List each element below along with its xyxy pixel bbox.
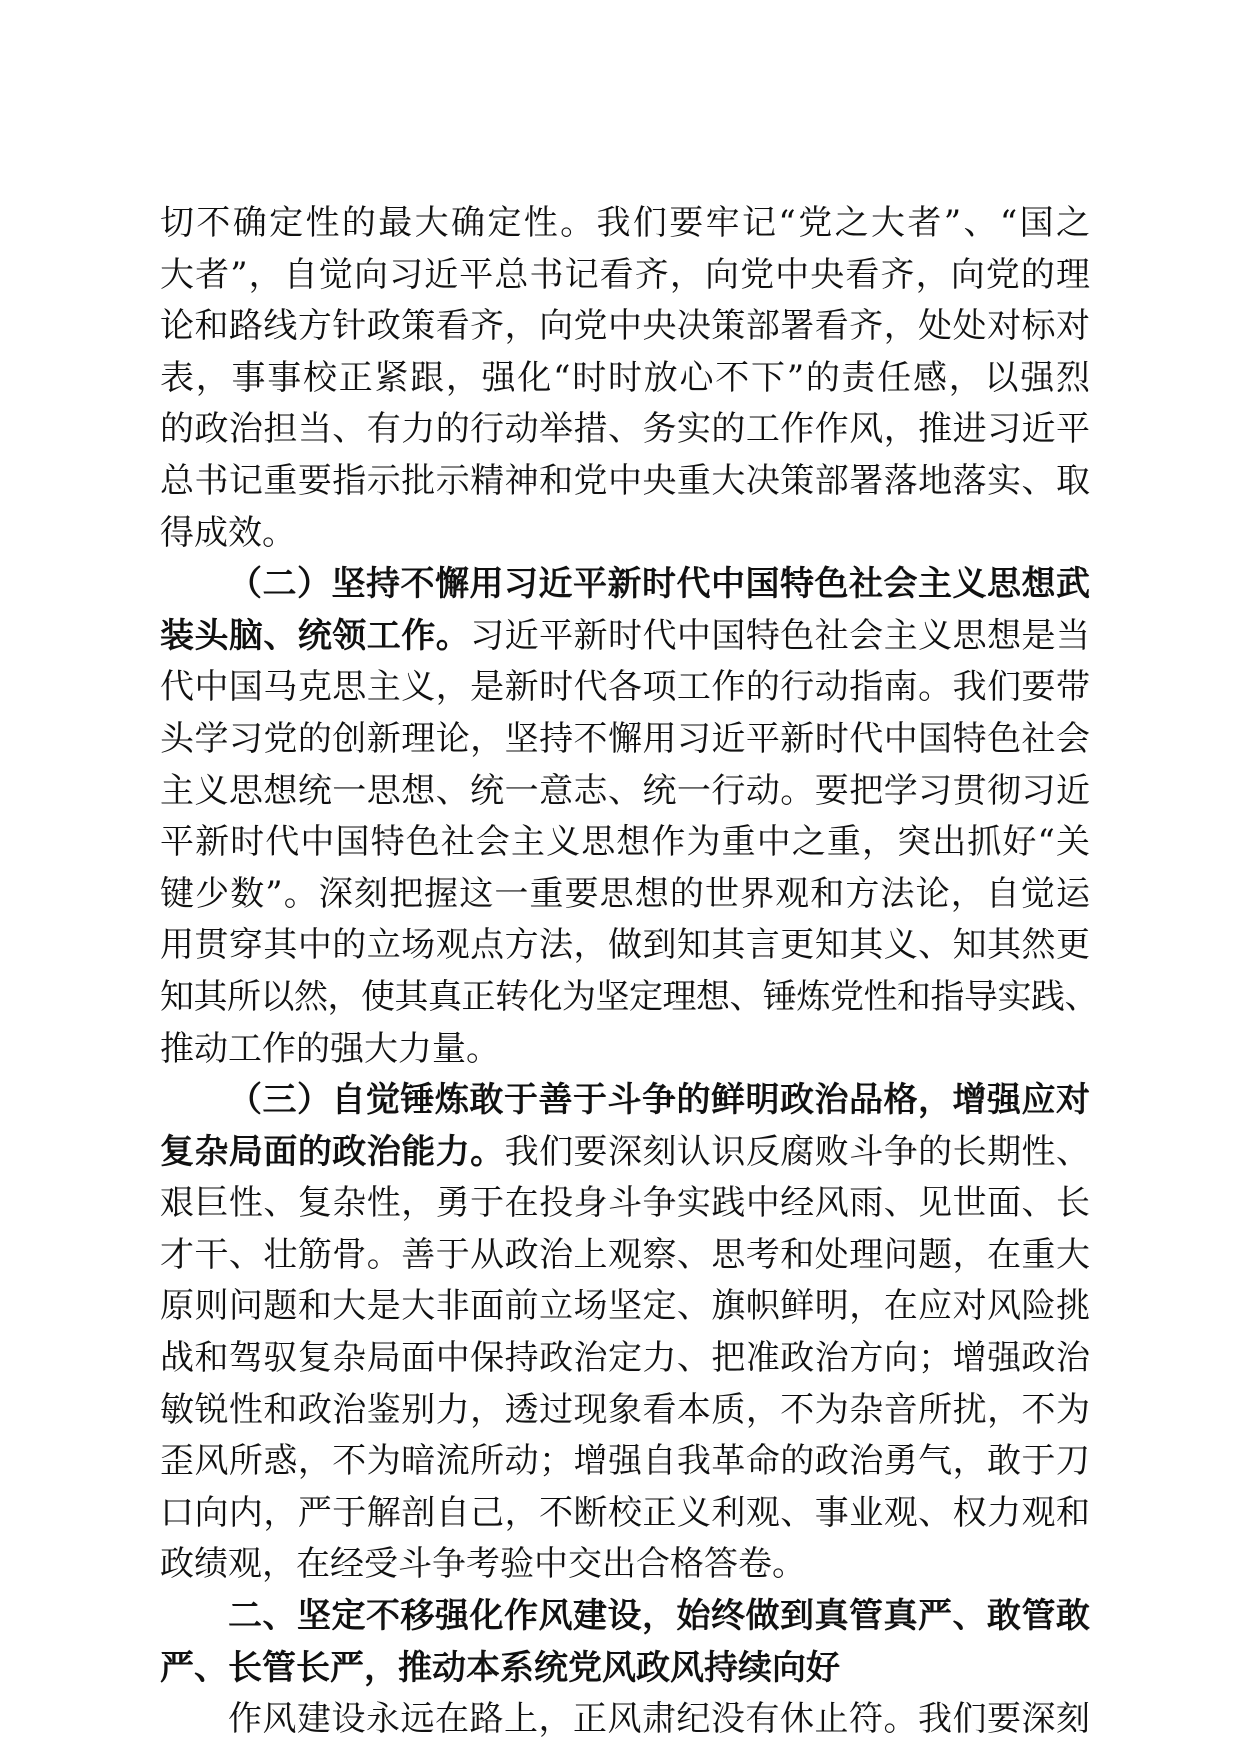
text-line: 平新时代中国特色社会主义思想作为重中之重，突出抓好“关 [160, 822, 1090, 863]
section-heading-line: 二、坚定不移强化作风建设，始终做到真管真严、敢管敢 [228, 1596, 1090, 1637]
text-line: 主义思想统一思想、统一意志、统一行动。要把学习贯彻习近 [160, 770, 1090, 811]
text-line [160, 1127, 1090, 1179]
paragraph-3 [160, 1075, 1090, 1591]
text-line: 的政治担当、有力的行动举措、务实的工作作风，推进习近平 [160, 409, 1090, 450]
text-line [160, 611, 1090, 663]
text-line: 切不确定性的最大确定性。我们要牢记“党之大者”、“国之 [160, 203, 1090, 243]
text-line: 表，事事校正紧跟，强化“时时放心不下”的责任感，以强烈 [160, 357, 1090, 398]
subheading-line: （二）坚持不懈用习近平新时代中国特色社会主义思想武 [228, 564, 1090, 605]
paragraph-4 [160, 1694, 1090, 1746]
text-line: 用贯穿其中的立场观点方法，做到知其言更知其义、知其然更 [160, 925, 1090, 966]
text-run: 我们要深刻认识反腐败斗争的长期性、 [504, 1131, 1091, 1172]
text-line: 总书记重要指示批示精神和党中央重大决策部署落地落实、取 [160, 460, 1090, 501]
text-line: 推动工作的强大力量。 [160, 1028, 500, 1069]
text-line: 论和路线方针政策看齐，向党中央决策部署看齐，处处对标对 [160, 306, 1090, 347]
text-line: 原则问题和大是大非面前立场坚定、旗帜鲜明，在应对风险挑 [160, 1286, 1090, 1327]
text-line: 知其所以然，使其真正转化为坚定理想、锤炼党性和指导实践、 [160, 976, 1098, 1017]
subheading-tail: 装头脑、统领工作。 [160, 615, 471, 656]
text-line: 得成效。 [160, 512, 296, 553]
text-line: 键少数”。深刻把握这一重要思想的世界观和方法论，自觉运 [160, 873, 1090, 914]
paragraph-2 [160, 559, 1098, 1075]
text-line: 歪风所惑，不为暗流所动；增强自我革命的政治勇气，敢于刀 [160, 1441, 1090, 1482]
text-line: 大者”，自觉向习近平总书记看齐，向党中央看齐，向党的理 [160, 254, 1090, 295]
text-line: 口向内，严于解剖自己，不断校正义利观、事业观、权力观和 [160, 1492, 1090, 1533]
text-line: 作风建设永远在路上，正风肃纪没有休止符。我们要深刻 [228, 1699, 1090, 1740]
text-line: 头学习党的创新理论，坚持不懈用习近平新时代中国特色社会 [160, 718, 1090, 759]
subheading-line: （三）自觉锤炼敢于善于斗争的鲜明政治品格，增强应对 [228, 1080, 1090, 1121]
text-line: 战和驾驭复杂局面中保持政治定力、把准政治方向；增强政治 [160, 1338, 1090, 1379]
section-heading-2 [160, 1591, 1090, 1694]
text-line: 艰巨性、复杂性，勇于在投身斗争实践中经风雨、见世面、长 [160, 1183, 1090, 1224]
subheading-tail: 复杂局面的政治能力。 [160, 1131, 505, 1172]
text-line: 代中国马克思主义，是新时代各项工作的行动指南。我们要带 [160, 667, 1090, 708]
text-line: 敏锐性和政治鉴别力，透过现象看本质，不为杂音所扰，不为 [160, 1389, 1090, 1430]
document-page [160, 198, 1098, 1746]
paragraph-1 [160, 198, 1090, 559]
text-line: 才干、壮筋骨。善于从政治上观察、思考和处理问题，在重大 [160, 1234, 1090, 1275]
section-heading-line: 严、长管长严，推动本系统党风政风持续向好 [160, 1647, 840, 1688]
text-run: 习近平新时代中国特色社会主义思想是当 [470, 615, 1091, 656]
text-line: 政绩观，在经受斗争考验中交出合格答卷。 [160, 1544, 806, 1585]
